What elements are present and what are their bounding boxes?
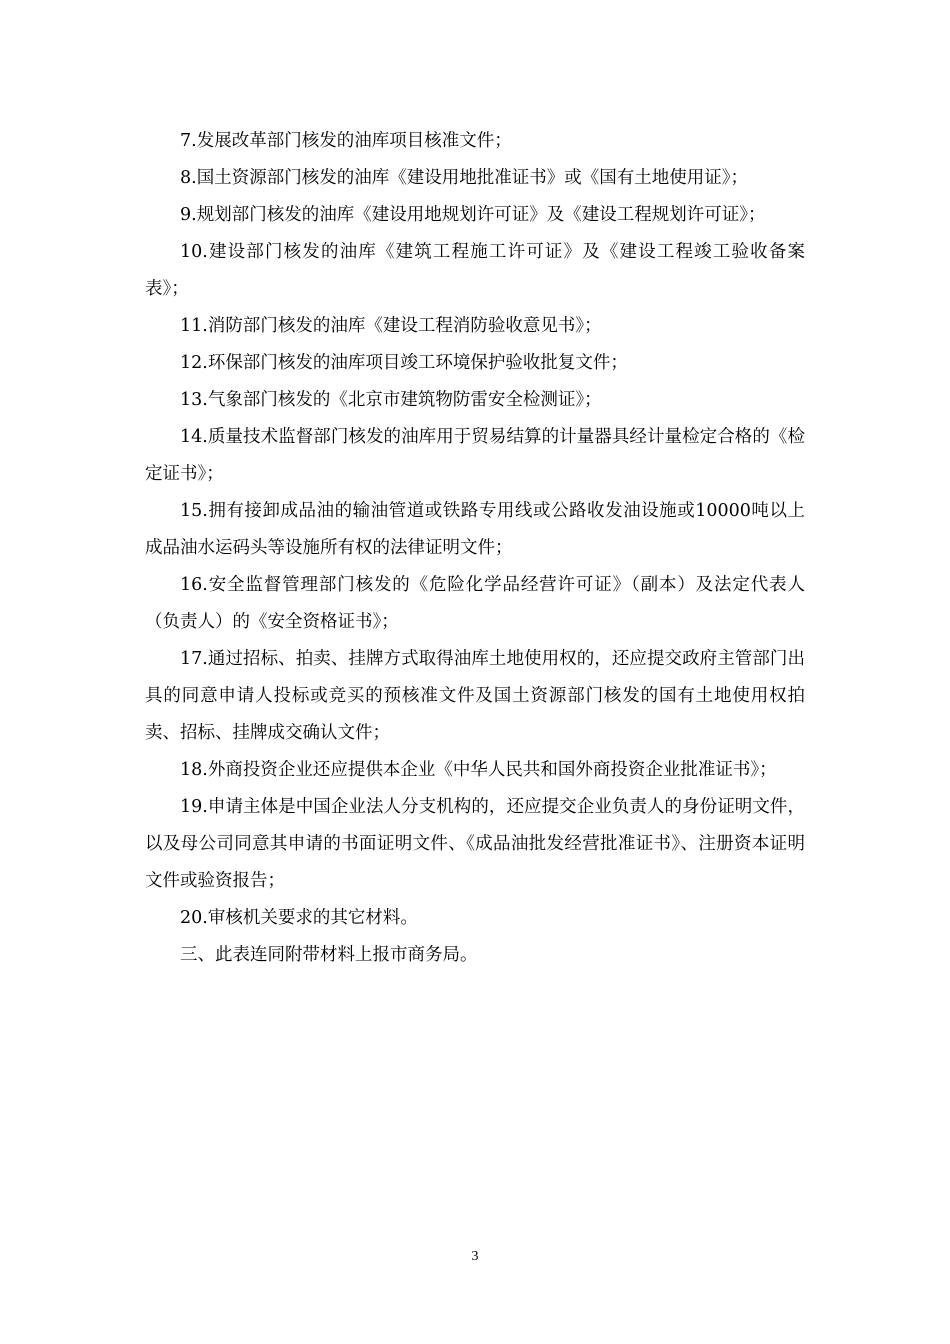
paragraph-item-13: 13.气象部门核发的《北京市建筑物防雷安全检测证》；	[180, 390, 602, 410]
paragraph-item-18: 18.外商投资企业还应提供本企业《中华人民共和国外商投资企业批准证书》；	[180, 760, 777, 780]
paragraph-item-7: 7.发展改革部门核发的油库项目核准文件；	[180, 131, 512, 151]
paragraph-item-10: 10.建设部门核发的油库《建筑工程施工许可证》及《建设工程竣工验收备案表》；	[145, 242, 805, 299]
section-three-paragraph: 三、此表连同附带材料上报市商务局。	[180, 945, 478, 965]
paragraph-item-20: 20.审核机关要求的其它材料。	[180, 908, 418, 928]
paragraph-item-8: 8.国土资源部门核发的油库《建设用地批准证书》或《国有土地使用证》；	[180, 168, 748, 188]
paragraph-item-14: 14.质量技术监督部门核发的油库用于贸易结算的计量器具经计量检定合格的《检定证书》；	[145, 427, 805, 484]
paragraph-item-15: 15.拥有接卸成品油的输油管道或铁路专用线或公路收发油设施或10000吨以上成品油水运码头等设施所有权的法律证明文件；	[145, 501, 805, 558]
page-number: 3	[471, 1249, 479, 1264]
paragraph-item-19: 19.申请主体是中国企业法人分支机构的，还应提交企业负责人的身份证明文件，以及母公司同意其申请的书面证明文件、《成品油批发经营批准证书》、注册资本证明文件或验资报告；	[145, 797, 805, 891]
paragraph-item-17: 17.通过招标、拍卖、挂牌方式取得油库土地使用权的，还应提交政府主管部门出具的同意申请人投标或竞买的预核准文件及国土资源部门核发的国有土地使用权拍卖、招标、挂牌成交确认文件；	[145, 649, 805, 743]
paragraph-item-11: 11.消防部门核发的油库《建设工程消防验收意见书》；	[180, 316, 602, 336]
paragraph-item-9: 9.规划部门核发的油库《建设用地规划许可证》及《建设工程规划许可证》；	[180, 205, 766, 225]
document-body	[145, 123, 805, 974]
paragraph-item-16: 16.安全监督管理部门核发的《危险化学品经营许可证》（副本）及法定代表人（负责人）的《安全资格证书》；	[145, 575, 805, 632]
paragraph-item-12: 12.环保部门核发的油库项目竣工环境保护验收批复文件；	[180, 353, 628, 373]
